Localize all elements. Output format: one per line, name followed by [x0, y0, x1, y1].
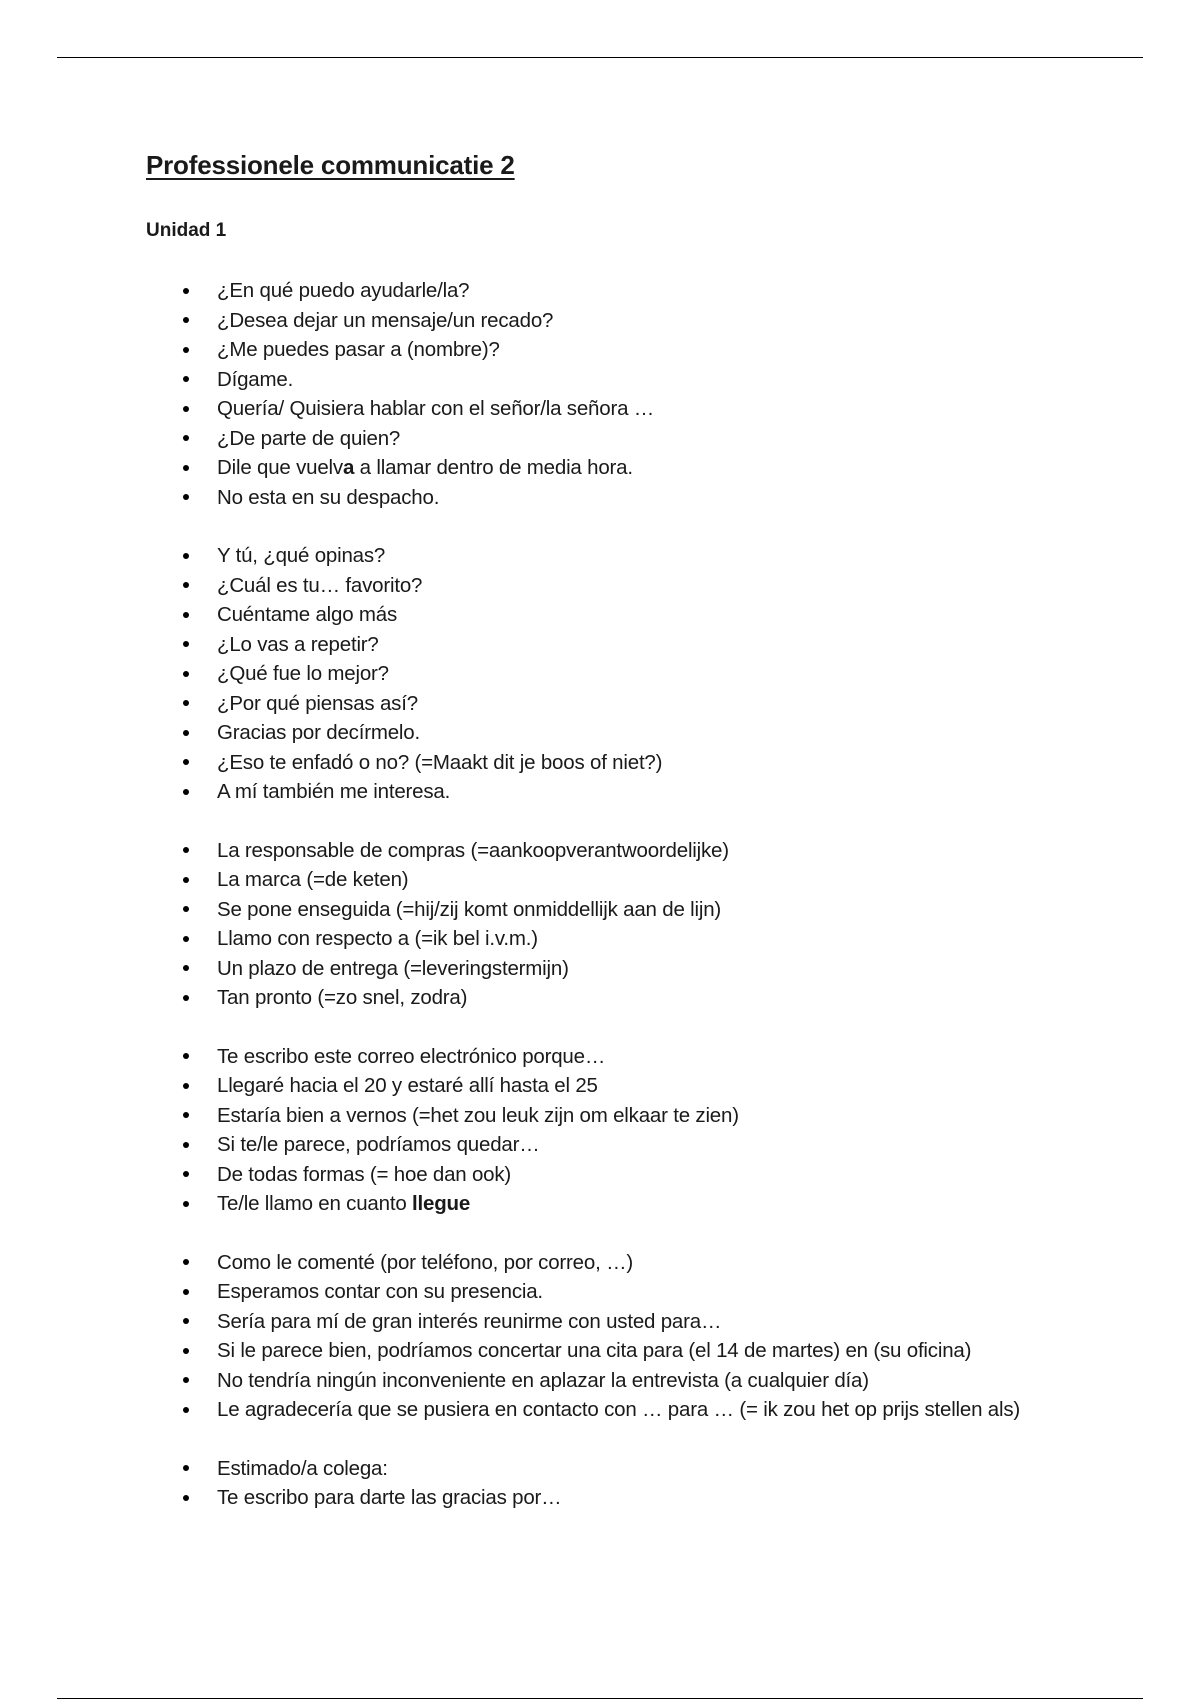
list-item: La responsable de compras (=aankoopverantwoordelijke)	[146, 836, 1066, 866]
list-item: Llamo con respecto a (=ik bel i.v.m.)	[146, 924, 1066, 954]
list-item: A mí también me interesa.	[146, 777, 1066, 807]
section-heading: Unidad 1	[146, 220, 227, 241]
list-item-bold-text: llegue	[412, 1192, 471, 1215]
list-item: Te escribo este correo electrónico porque…	[146, 1042, 1066, 1072]
list-item: ¿Lo vas a repetir?	[146, 630, 1066, 660]
phrase-list-2	[146, 541, 1066, 807]
list-item: Y tú, ¿qué opinas?	[146, 541, 1066, 571]
list-item: ¿Qué fue lo mejor?	[146, 659, 1066, 689]
document-body	[146, 148, 1066, 1513]
list-item: Sería para mí de gran interés reunirme con usted para…	[146, 1307, 1066, 1337]
list-item: Esperamos contar con su presencia.	[146, 1277, 1066, 1307]
list-item: Como le comenté (por teléfono, por correo, …)	[146, 1248, 1066, 1278]
phrase-list-6	[146, 1454, 1066, 1513]
list-item: Si te/le parece, podríamos quedar…	[146, 1130, 1066, 1160]
phrase-list-4	[146, 1042, 1066, 1219]
document-title: Professionele communicatie 2	[146, 150, 515, 180]
list-item: ¿Eso te enfadó o no? (=Maakt dit je boos of niet?)	[146, 748, 1066, 778]
header-rule	[57, 57, 1143, 58]
list-item: Estimado/a colega:	[146, 1454, 1066, 1484]
phrase-list-1	[146, 276, 1066, 512]
list-item: Un plazo de entrega (=leveringstermijn)	[146, 954, 1066, 984]
list-item: Llegaré hacia el 20 y estaré allí hasta el 25	[146, 1071, 1066, 1101]
list-item: No esta en su despacho.	[146, 483, 1066, 513]
list-item: ¿Por qué piensas así?	[146, 689, 1066, 719]
list-item: Te escribo para darte las gracias por…	[146, 1483, 1066, 1513]
list-item: Le agradecería que se pusiera en contacto con … para … (= ik zou het op prijs stellen als)	[146, 1395, 1066, 1425]
list-item	[146, 453, 1066, 483]
list-item-text: Te/le llamo en cuanto	[217, 1192, 413, 1215]
list-item: Dígame.	[146, 365, 1066, 395]
list-item: Quería/ Quisiera hablar con el señor/la señora …	[146, 394, 1066, 424]
list-item-bold-text: a	[342, 456, 355, 479]
list-item: Tan pronto (=zo snel, zodra)	[146, 983, 1066, 1013]
list-item: No tendría ningún inconveniente en aplazar la entrevista (a cualquier día)	[146, 1366, 1066, 1396]
list-item-text: Dile que vuelv	[217, 456, 343, 479]
list-item	[146, 1189, 1066, 1219]
list-item: Cuéntame algo más	[146, 600, 1066, 630]
list-item-text: a llamar dentro de media hora.	[354, 456, 633, 479]
list-item: Estaría bien a vernos (=het zou leuk zijn om elkaar te zien)	[146, 1101, 1066, 1131]
list-item: ¿Me puedes pasar a (nombre)?	[146, 335, 1066, 365]
list-item: De todas formas (= hoe dan ook)	[146, 1160, 1066, 1190]
list-item: La marca (=de keten)	[146, 865, 1066, 895]
phrase-list-3	[146, 836, 1066, 1013]
phrase-list-5	[146, 1248, 1066, 1425]
list-item: Gracias por decírmelo.	[146, 718, 1066, 748]
list-item: ¿Desea dejar un mensaje/un recado?	[146, 306, 1066, 336]
list-item: ¿Cuál es tu… favorito?	[146, 571, 1066, 601]
list-item: ¿En qué puedo ayudarle/la?	[146, 276, 1066, 306]
list-item: Si le parece bien, podríamos concertar una cita para (el 14 de martes) en (su oficina)	[146, 1336, 1066, 1366]
footer-rule	[57, 1698, 1143, 1699]
list-item: ¿De parte de quien?	[146, 424, 1066, 454]
list-item: Se pone enseguida (=hij/zij komt onmiddellijk aan de lijn)	[146, 895, 1066, 925]
